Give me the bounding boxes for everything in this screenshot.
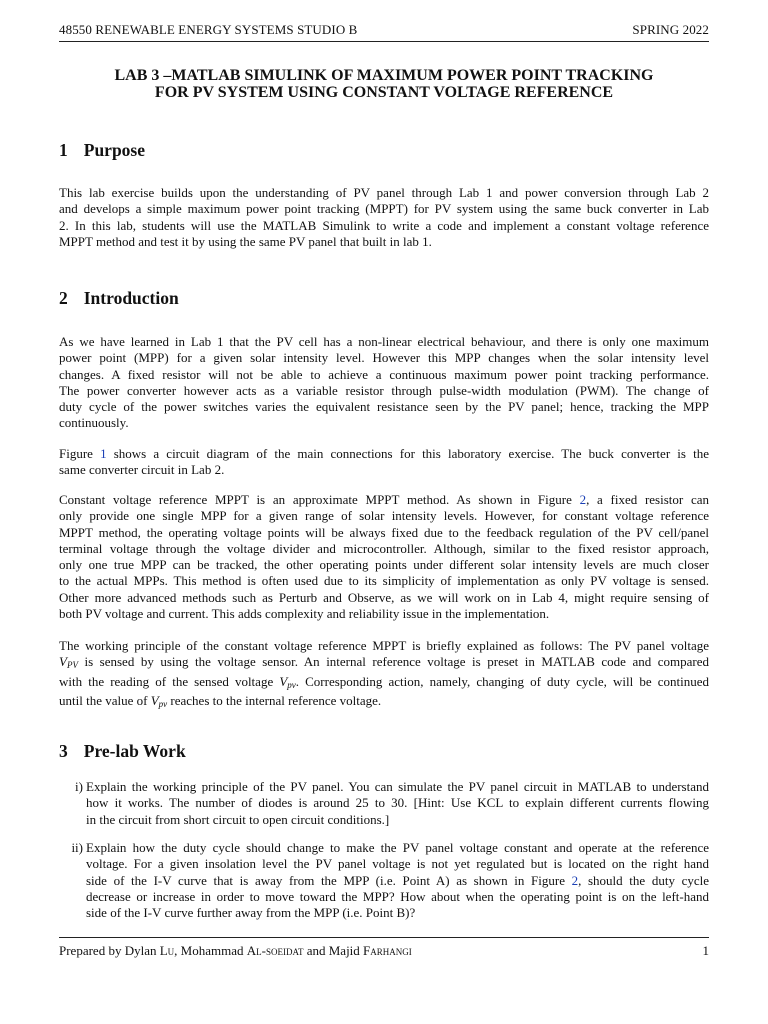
text-run: , should the duty cycle [578, 872, 709, 888]
text-line [59, 446, 709, 462]
math-subscript: pv [287, 679, 296, 690]
authors [59, 943, 412, 959]
running-header [59, 22, 709, 38]
text-line: both PV voltage and current. This adds complexity and reliability issue in the implementation. [59, 606, 550, 622]
math-vpv [151, 693, 167, 708]
header-rule [59, 41, 709, 42]
figure-1-link[interactable]: 1 [100, 446, 107, 461]
purpose-paragraph [59, 185, 709, 250]
section-prelab-heading [59, 741, 709, 761]
math-symbol: V [150, 692, 159, 708]
text-line: MPPT method and test it by using the same PV panel that built in lab 1. [59, 233, 432, 249]
text-line: The power converter however acts as a variable resistor through pulse-width modulation (PWM). The change of [59, 382, 709, 398]
introduction-paragraph-1 [59, 334, 709, 432]
text-line [59, 492, 709, 508]
text-run: until the value of [59, 692, 151, 708]
section-title: Pre-lab Work [83, 741, 186, 761]
prelab-item-2 [59, 840, 709, 924]
introduction-paragraph-4 [59, 638, 709, 712]
text-line: MPPT method, the operating voltage points will be always fixed due to the feedback regulation of the PV cell/panel [59, 524, 709, 540]
text-run: . Corresponding action, namely, changing of duty cycle, will be continued [295, 673, 709, 689]
text-line: As we have learned in Lab 1 that the PV cell has a non-linear electrical behaviour, and there is only one maximum [59, 334, 709, 349]
text-line [59, 654, 709, 673]
list-label: i) [75, 779, 83, 794]
text-run: reaches to the internal reference voltage. [167, 692, 382, 708]
figure-2-link[interactable]: 2 [571, 872, 579, 888]
prelab-item-1 [59, 779, 709, 829]
text-line [59, 674, 709, 693]
math-vpv [59, 654, 78, 669]
text-line: to the actual MPPs. This method is often used due to its simplicity of implementation as only PV voltage is sensed. [59, 573, 709, 589]
text-run: side of the I-V curve that is away from the MPP (i.e. Point A) as shown in Figure [86, 872, 572, 888]
text-line: side of the I-V curve further away from the MPP (i.e. Point B)? [86, 905, 416, 921]
text-line: 2. In this lab, students will use the MATLAB Simulink to write a code and implement a constant voltage reference [59, 217, 709, 233]
text-run: Constant voltage reference MPPT is an approximate MPPT method. As shown in Figure [59, 492, 580, 507]
math-symbol: V [279, 673, 288, 689]
page-footer [59, 943, 709, 959]
text-line: changes. A fixed resistor will not be able to achieve a continuous maximum power point tracking performance. [59, 366, 709, 382]
author-surname: Al-soeidat [246, 943, 304, 958]
footer-rule [59, 937, 709, 938]
text-run: Figure [59, 446, 101, 461]
text-line: power point (MPP) for a given solar intensity level. However this MPP changes when the solar intensity level [59, 350, 709, 366]
text-line: continuously. [59, 415, 129, 431]
page-number: 1 [702, 943, 709, 958]
text-run: is sensed by using the voltage sensor. An internal reference voltage is preset in MATLAB code and compared [77, 654, 709, 670]
section-purpose-heading [59, 140, 709, 160]
section-number: 3 [59, 741, 68, 761]
math-symbol: V [59, 654, 67, 670]
math-vpv [279, 674, 295, 689]
text-line: voltage. For a given insolation level the PV panel voltage is not yet regulated but is located on the right hand [86, 856, 709, 872]
text-run: and Majid [303, 943, 364, 958]
section-introduction-heading [59, 288, 709, 308]
text-line: same converter circuit in Lab 2. [59, 462, 225, 478]
text-line: decrease or increase in order to move toward the MPP? How about when the operating point is on the left-hand [86, 888, 709, 904]
text-run: , Mohammad [174, 943, 247, 958]
introduction-paragraph-3 [59, 492, 709, 622]
author-surname: Farhangi [363, 943, 412, 958]
text-run: Prepared by Dylan [59, 943, 160, 958]
text-line: terminal voltage through the voltage divider and microcontroller. Although, similar to the fixed resistor approach, [59, 540, 709, 556]
text-line: The working principle of the constant voltage reference MPPT is briefly explained as follows: The PV panel voltage [59, 638, 709, 653]
text-run: with the reading of the sensed voltage [59, 673, 280, 689]
text-line: This lab exercise builds upon the understanding of PV panel through Lab 1 and power conversion through Lab 2 [59, 185, 709, 200]
text-line: duty cycle of the power switches varies the equivalent resistance seen by the PV panel; hence, tracking the MPP [59, 399, 709, 415]
text-line: only provide one single MPP for a given range of solar intensity levels. However, for constant voltage reference [59, 508, 709, 524]
text-line: and develops a simple maximum power point tracking (MPPT) for PV system using the same buck converter in Lab [59, 201, 709, 217]
title-line-2: FOR PV SYSTEM USING CONSTANT VOLTAGE REFERENCE [154, 84, 614, 101]
math-subscript: PV [66, 660, 78, 671]
text-line: only one true MPP can be tracked, the other operating points under different solar intensity levels are much closer [59, 557, 709, 573]
text-line: in the circuit from short circuit to open circuit conditions.] [86, 811, 390, 827]
text-run: , a fixed resistor can [586, 492, 709, 507]
figure-2-link[interactable]: 2 [579, 492, 587, 507]
term: SPRING 2022 [632, 22, 709, 37]
section-title: Purpose [83, 140, 145, 160]
introduction-paragraph-2 [59, 446, 709, 479]
text-line: Other more advanced methods such as Perturb and Observe, as we will work on in Lab 4, might require sensing of [59, 589, 709, 605]
math-subscript: pv [158, 698, 168, 709]
section-title: Introduction [83, 288, 179, 308]
text-line [86, 873, 709, 889]
section-number: 2 [59, 288, 68, 308]
section-number: 1 [59, 140, 68, 160]
text-line: Explain how the duty cycle should change to make the PV panel voltage constant and operate at the reference [86, 840, 709, 855]
course-name: 48550 RENEWABLE ENERGY SYSTEMS STUDIO B [59, 22, 358, 37]
text-line [59, 693, 709, 712]
text-run: shows a circuit diagram of the main connections for this laboratory exercise. The buck converter is the [106, 446, 709, 461]
text-line: Explain the working principle of the PV panel. You can simulate the PV panel circuit in MATLAB to understand [86, 779, 709, 794]
list-label: ii) [71, 840, 83, 855]
document-title [59, 67, 709, 101]
title-line-1: LAB 3 –MATLAB SIMULINK OF MAXIMUM POWER POINT TRACKING [114, 67, 654, 84]
text-line: how it works. The number of diodes is around 25 to 30. [Hint: Use KCL to explain different currents flowing [86, 795, 709, 811]
author-surname: Lu [159, 943, 175, 958]
